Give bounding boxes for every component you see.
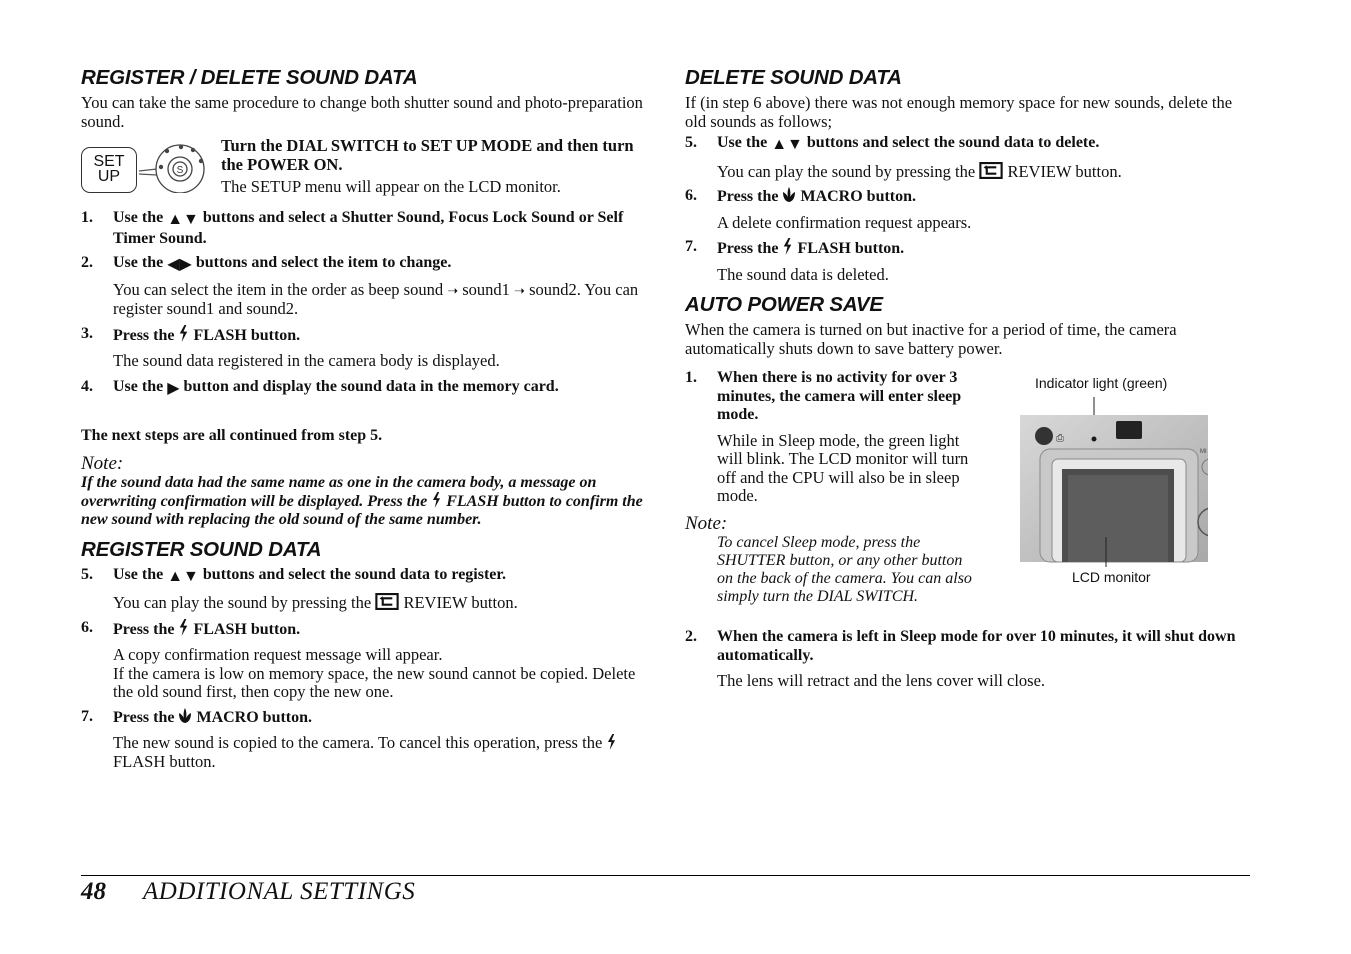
auto-power-intro: When the camera is turned on but inactive for a period of time, the camera automatically shuts down to save battery power. [685,320,1177,358]
page-number: 48 [81,878,106,905]
small-right-arrow-icon: ➝ [447,282,459,298]
left-step-5-detail: You can play the sound by pressing the REVIEW button. [113,593,518,612]
sleep-step-1-detail: While in Sleep mode, the green light will blink. The LCD monitor will turn off and the CPU will also be in sleep mode. [717,430,969,505]
left-step-2-detail: You can select the item in the order as beep sound ➝ sound1 ➝ sound2. You can register sound1 and sound2. [113,279,639,318]
indicator-light-label: Indicator light (green) [1035,375,1168,391]
left-intro: You can take the same procedure to change both shutter sound and photo-preparation sound. [81,93,643,131]
right-intro: If (in step 6 above) there was not enough memory space for new sounds, delete the old sounds as follows; [685,93,1233,131]
flash-icon [606,734,617,750]
svg-text:S: S [176,165,184,176]
right-arrow-icon: ▶ [167,379,180,397]
left-step-4: 4. Use the ▶ button and display the sound data in the memory card. [81,377,559,397]
sleep-block [685,369,1251,631]
dial-result: The SETUP menu will appear on the LCD monitor. [221,177,561,196]
review-icon [979,162,1003,179]
left-step-3: 3. Press the FLASH button. [81,324,301,344]
svg-text:⎙: ⎙ [1056,433,1064,444]
camera-back-illustration [1020,397,1208,567]
register-sound-heading: REGISTER SOUND DATA [81,537,322,561]
continued-note: The next steps are all continued from step 5. [81,427,383,444]
auto-power-save-heading: AUTO POWER SAVE [685,293,883,316]
flash-icon [178,619,189,636]
left-step-6: 6. Press the FLASH button. [81,618,301,638]
flash-icon [178,325,189,342]
left-right-arrows-icon: ◀▶ [167,256,192,273]
flash-icon [431,492,442,508]
left-step-6-detail-1: A copy confirmation request message will appear. [113,645,443,664]
dial-instruction: Turn the DIAL SWITCH to SET UP MODE and then turn the POWER ON. [221,136,634,174]
flash-icon [782,238,793,255]
left-step-7: 7. Press the MACRO button. [81,707,313,726]
up-down-arrows-icon: ▲▼ [167,211,199,228]
left-column [81,66,651,771]
up-down-arrows-icon: ▲▼ [771,136,803,153]
dial-switch-icon [137,141,209,193]
camera-figure [1020,369,1210,599]
register-delete-heading: REGISTER / DELETE SOUND DATA [81,66,418,89]
right-step-5: 5. Use the ▲▼ buttons and select the sound data to delete. [685,134,1100,153]
right-step-6-detail: A delete confirmation request appears. [717,212,972,232]
right-step-7: 7. Press the FLASH button. [685,238,905,257]
svg-text:MI: MI [1200,449,1207,455]
left-note: Note: If the sound data had the same name as one in the camera body, a message on overwriting confirmation will be displayed. Press the FLASH button to confirm the new sound with replacing the old sound of the same number. [81,452,643,528]
dial-instruction-block [81,137,651,199]
left-step-3-detail: The sound data registered in the camera body is displayed. [113,351,500,370]
left-step-2: 2. Use the ◀▶ buttons and select the item to change. [81,254,452,273]
right-column [685,66,1251,691]
set-up-badge: SET UP [81,147,137,193]
left-step-1: 1. Use the ▲▼ buttons and select a Shutter Sound, Focus Lock Sound or Self Timer Sound. [81,209,624,247]
sleep-step-2-detail: The lens will retract and the lens cover will close. [717,671,1046,690]
right-note: Note: To cancel Sleep mode, press the SHUTTER button, or any other button on the back of the camera. You can also simply turn the DIAL SWITCH. [685,512,972,605]
lcd-monitor-label: LCD monitor [1072,569,1151,585]
up-down-arrows-icon: ▲▼ [167,567,199,585]
right-step-6: 6. Press the MACRO button. [685,187,917,205]
macro-icon [782,187,796,203]
footer-rule [81,875,1250,876]
left-step-5: 5. Use the ▲▼ buttons and select the sound data to register. [81,565,507,585]
sleep-step-2: 2. When the camera is left in Sleep mode for over 10 minutes, it will shut down automatically. [685,628,1236,664]
right-step-7-detail: The sound data is deleted. [717,264,889,284]
footer-section-title: ADDITIONAL SETTINGS [143,878,416,905]
delete-sound-heading: DELETE SOUND DATA [685,66,902,89]
right-step-5-detail: You can play the sound by pressing the REVIEW button. [717,161,1122,181]
sleep-step-1: 1. When there is no activity for over 3 minutes, the camera will enter sleep mode. [685,369,962,423]
left-step-7-detail: The new sound is copied to the camera. To cancel this operation, press the FLASH button. [81,734,651,771]
macro-icon [178,708,192,724]
left-step-6-detail-2: If the camera is low on memory space, the new sound cannot be copied. Delete the old sound first, then copy the new one. [113,663,636,701]
small-right-arrow-icon: ➝ [514,282,525,298]
review-icon [375,593,399,610]
